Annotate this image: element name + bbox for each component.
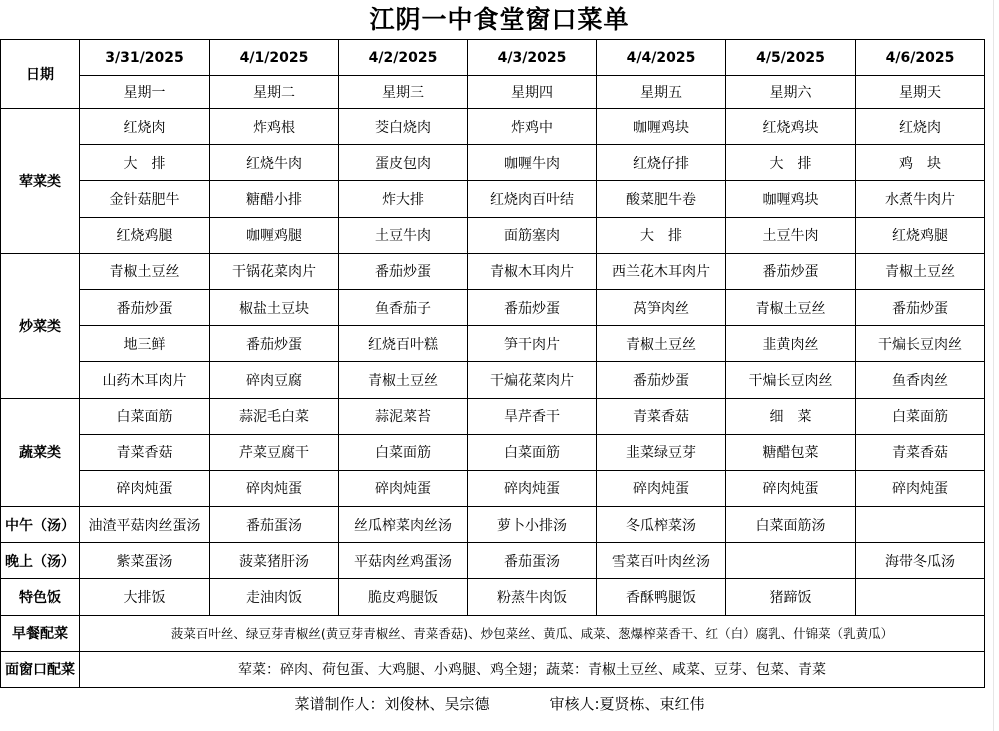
date-cell: 4/4/2025 <box>597 40 726 76</box>
dish-cell: 山药木耳肉片 <box>80 362 210 398</box>
dish-cell: 炸鸡中 <box>468 109 597 145</box>
dish-cell: 碎肉炖蛋 <box>210 470 339 506</box>
menu-maker: 菜谱制作人：刘俊林、吴宗德 <box>294 695 490 713</box>
dish-cell: 酸菜肥牛卷 <box>597 181 726 217</box>
dish-cell: 青椒土豆丝 <box>80 253 210 289</box>
sheet-gridline <box>993 0 994 731</box>
dish-cell: 红烧肉百叶结 <box>468 181 597 217</box>
date-cell: 4/3/2025 <box>468 40 597 76</box>
dish-cell: 碎肉炖蛋 <box>339 470 468 506</box>
dish-cell: 番茄炒蛋 <box>726 253 856 289</box>
dish-cell: 红烧肉 <box>80 109 210 145</box>
dish-cell: 红烧肉 <box>856 109 985 145</box>
dish-cell: 干锅花菜肉片 <box>210 253 339 289</box>
dish-cell: 青椒土豆丝 <box>339 362 468 398</box>
dish-cell: 咖喱鸡块 <box>597 109 726 145</box>
dish-cell: 白菜面筋汤 <box>726 507 856 543</box>
dish-cell: 茭白烧肉 <box>339 109 468 145</box>
weekday-cell: 星期五 <box>597 76 726 109</box>
menu-reviewer: 审核人:夏贤栋、束红伟 <box>549 695 705 713</box>
dish-cell: 番茄蛋汤 <box>210 507 339 543</box>
date-cell: 4/6/2025 <box>856 40 985 76</box>
category-label: 早餐配菜 <box>1 615 80 651</box>
dish-cell: 碎肉炖蛋 <box>726 470 856 506</box>
dish-cell: 韭黄肉丝 <box>726 326 856 362</box>
dish-cell: 冬瓜榨菜汤 <box>597 507 726 543</box>
dish-cell: 青椒木耳肉片 <box>468 253 597 289</box>
weekday-cell: 星期二 <box>210 76 339 109</box>
breakfast-row <box>1 615 985 651</box>
dish-cell: 蒜泥毛白菜 <box>210 398 339 434</box>
dish-cell: 干煸花菜肉片 <box>468 362 597 398</box>
dish-cell: 水煮牛肉片 <box>856 181 985 217</box>
dish-cell: 脆皮鸡腿饭 <box>339 579 468 615</box>
dish-cell: 旱芹香干 <box>468 398 597 434</box>
dish-cell: 油渣平菇肉丝蛋汤 <box>80 507 210 543</box>
dish-row <box>1 289 985 325</box>
dish-cell: 白菜面筋 <box>80 398 210 434</box>
dish-row <box>1 326 985 362</box>
menu-table <box>0 39 985 688</box>
dish-cell: 碎肉炖蛋 <box>468 470 597 506</box>
dish-cell: 碎肉炖蛋 <box>856 470 985 506</box>
category-label: 蔬菜类 <box>1 398 80 507</box>
dish-cell: 咖喱鸡块 <box>726 181 856 217</box>
dish-cell: 番茄炒蛋 <box>468 289 597 325</box>
dish-cell: 丝瓜榨菜肉丝汤 <box>339 507 468 543</box>
dish-cell: 韭菜绿豆芽 <box>597 434 726 470</box>
meal-row <box>1 507 985 543</box>
date-cell: 3/31/2025 <box>80 40 210 76</box>
date-cell: 4/5/2025 <box>726 40 856 76</box>
meal-row <box>1 579 985 615</box>
date-row <box>1 40 985 76</box>
category-label: 荤菜类 <box>1 109 80 254</box>
dish-cell: 细 菜 <box>726 398 856 434</box>
dish-cell: 番茄炒蛋 <box>597 362 726 398</box>
category-label: 晚上（汤） <box>1 543 80 579</box>
dish-cell: 红烧鸡块 <box>726 109 856 145</box>
dish-cell: 菠菜猪肝汤 <box>210 543 339 579</box>
dish-cell: 鸡 块 <box>856 145 985 181</box>
noodle-side-dishes: 荤菜：碎肉、荷包蛋、大鸡腿、小鸡腿、鸡全翅；蔬菜：青椒土豆丝、咸菜、豆芽、包菜、青菜 <box>80 651 985 687</box>
dish-cell: 碎肉炖蛋 <box>597 470 726 506</box>
dish-cell: 红烧鸡腿 <box>856 217 985 253</box>
dish-cell: 红烧仔排 <box>597 145 726 181</box>
dish-cell: 椒盐土豆块 <box>210 289 339 325</box>
dish-cell: 青菜香菇 <box>856 434 985 470</box>
dish-row <box>1 362 985 398</box>
dish-cell <box>856 579 985 615</box>
dish-cell: 西兰花木耳肉片 <box>597 253 726 289</box>
weekday-cell: 星期六 <box>726 76 856 109</box>
dish-cell: 大 排 <box>726 145 856 181</box>
weekday-cell: 星期天 <box>856 76 985 109</box>
dish-cell: 炸大排 <box>339 181 468 217</box>
dish-cell: 糖醋小排 <box>210 181 339 217</box>
dish-cell: 糖醋包菜 <box>726 434 856 470</box>
dish-cell: 雪菜百叶肉丝汤 <box>597 543 726 579</box>
weekday-cell: 星期三 <box>339 76 468 109</box>
category-label: 炒菜类 <box>1 253 80 398</box>
dish-cell: 蛋皮包肉 <box>339 145 468 181</box>
dish-cell: 鱼香茄子 <box>339 289 468 325</box>
dish-cell: 番茄炒蛋 <box>856 289 985 325</box>
dish-cell: 大 排 <box>80 145 210 181</box>
dish-cell: 咖喱鸡腿 <box>210 217 339 253</box>
dish-cell: 碎肉豆腐 <box>210 362 339 398</box>
meal-row <box>1 543 985 579</box>
dish-row <box>1 109 985 145</box>
dish-cell: 干煸长豆肉丝 <box>856 326 985 362</box>
dish-cell: 白菜面筋 <box>856 398 985 434</box>
dish-row <box>1 253 985 289</box>
dish-cell: 芹菜豆腐干 <box>210 434 339 470</box>
dish-cell: 红烧鸡腿 <box>80 217 210 253</box>
dish-cell: 白菜面筋 <box>339 434 468 470</box>
dish-row <box>1 398 985 434</box>
dish-cell: 青椒土豆丝 <box>597 326 726 362</box>
dish-cell: 红烧百叶糕 <box>339 326 468 362</box>
dish-cell: 笋干肉片 <box>468 326 597 362</box>
dish-cell: 大 排 <box>597 217 726 253</box>
dish-cell: 碎肉炖蛋 <box>80 470 210 506</box>
dish-cell: 红烧牛肉 <box>210 145 339 181</box>
dish-cell: 粉蒸牛肉饭 <box>468 579 597 615</box>
weekday-row <box>1 76 985 109</box>
dish-cell: 炸鸡根 <box>210 109 339 145</box>
dish-cell: 白菜面筋 <box>468 434 597 470</box>
dish-cell: 平菇肉丝鸡蛋汤 <box>339 543 468 579</box>
dish-cell: 番茄炒蛋 <box>339 253 468 289</box>
dish-cell: 蒜泥菜苔 <box>339 398 468 434</box>
category-label: 特色饭 <box>1 579 80 615</box>
noodle-row <box>1 651 985 687</box>
dish-cell: 香酥鸭腿饭 <box>597 579 726 615</box>
dish-cell <box>726 543 856 579</box>
date-cell: 4/2/2025 <box>339 40 468 76</box>
dish-cell: 青椒土豆丝 <box>856 253 985 289</box>
dish-cell: 莴笋肉丝 <box>597 289 726 325</box>
dish-cell: 紫菜蛋汤 <box>80 543 210 579</box>
dish-row <box>1 434 985 470</box>
page-title: 江阴一中食堂窗口菜单 <box>369 5 630 34</box>
date-label: 日期 <box>1 40 80 109</box>
dish-cell: 土豆牛肉 <box>339 217 468 253</box>
dish-cell: 番茄炒蛋 <box>210 326 339 362</box>
dish-cell: 青菜香菇 <box>80 434 210 470</box>
footer <box>0 690 999 718</box>
dish-cell: 大排饭 <box>80 579 210 615</box>
weekday-cell: 星期四 <box>468 76 597 109</box>
dish-cell: 猪蹄饭 <box>726 579 856 615</box>
dish-cell: 萝卜小排汤 <box>468 507 597 543</box>
dish-row <box>1 470 985 506</box>
category-label: 面窗口配菜 <box>1 651 80 687</box>
menu-body <box>1 40 985 688</box>
dish-cell: 金针菇肥牛 <box>80 181 210 217</box>
dish-row <box>1 217 985 253</box>
dish-cell: 海带冬瓜汤 <box>856 543 985 579</box>
dish-cell: 番茄蛋汤 <box>468 543 597 579</box>
dish-row <box>1 181 985 217</box>
breakfast-side-dishes: 菠菜百叶丝、绿豆芽青椒丝(黄豆芽青椒丝、青菜香菇)、炒包菜丝、黄瓜、咸菜、葱爆榨菜香干、红（白）腐乳、什锦菜（乳黄瓜） <box>80 615 985 651</box>
dish-cell: 青菜香菇 <box>597 398 726 434</box>
dish-cell: 番茄炒蛋 <box>80 289 210 325</box>
date-cell: 4/1/2025 <box>210 40 339 76</box>
dish-cell: 干煸长豆肉丝 <box>726 362 856 398</box>
dish-cell: 土豆牛肉 <box>726 217 856 253</box>
dish-row <box>1 145 985 181</box>
dish-cell: 地三鲜 <box>80 326 210 362</box>
dish-cell: 走油肉饭 <box>210 579 339 615</box>
category-label: 中午（汤） <box>1 507 80 543</box>
dish-cell: 咖喱牛肉 <box>468 145 597 181</box>
dish-cell: 面筋塞肉 <box>468 217 597 253</box>
weekday-cell: 星期一 <box>80 76 210 109</box>
dish-cell: 鱼香肉丝 <box>856 362 985 398</box>
dish-cell <box>856 507 985 543</box>
dish-cell: 青椒土豆丝 <box>726 289 856 325</box>
